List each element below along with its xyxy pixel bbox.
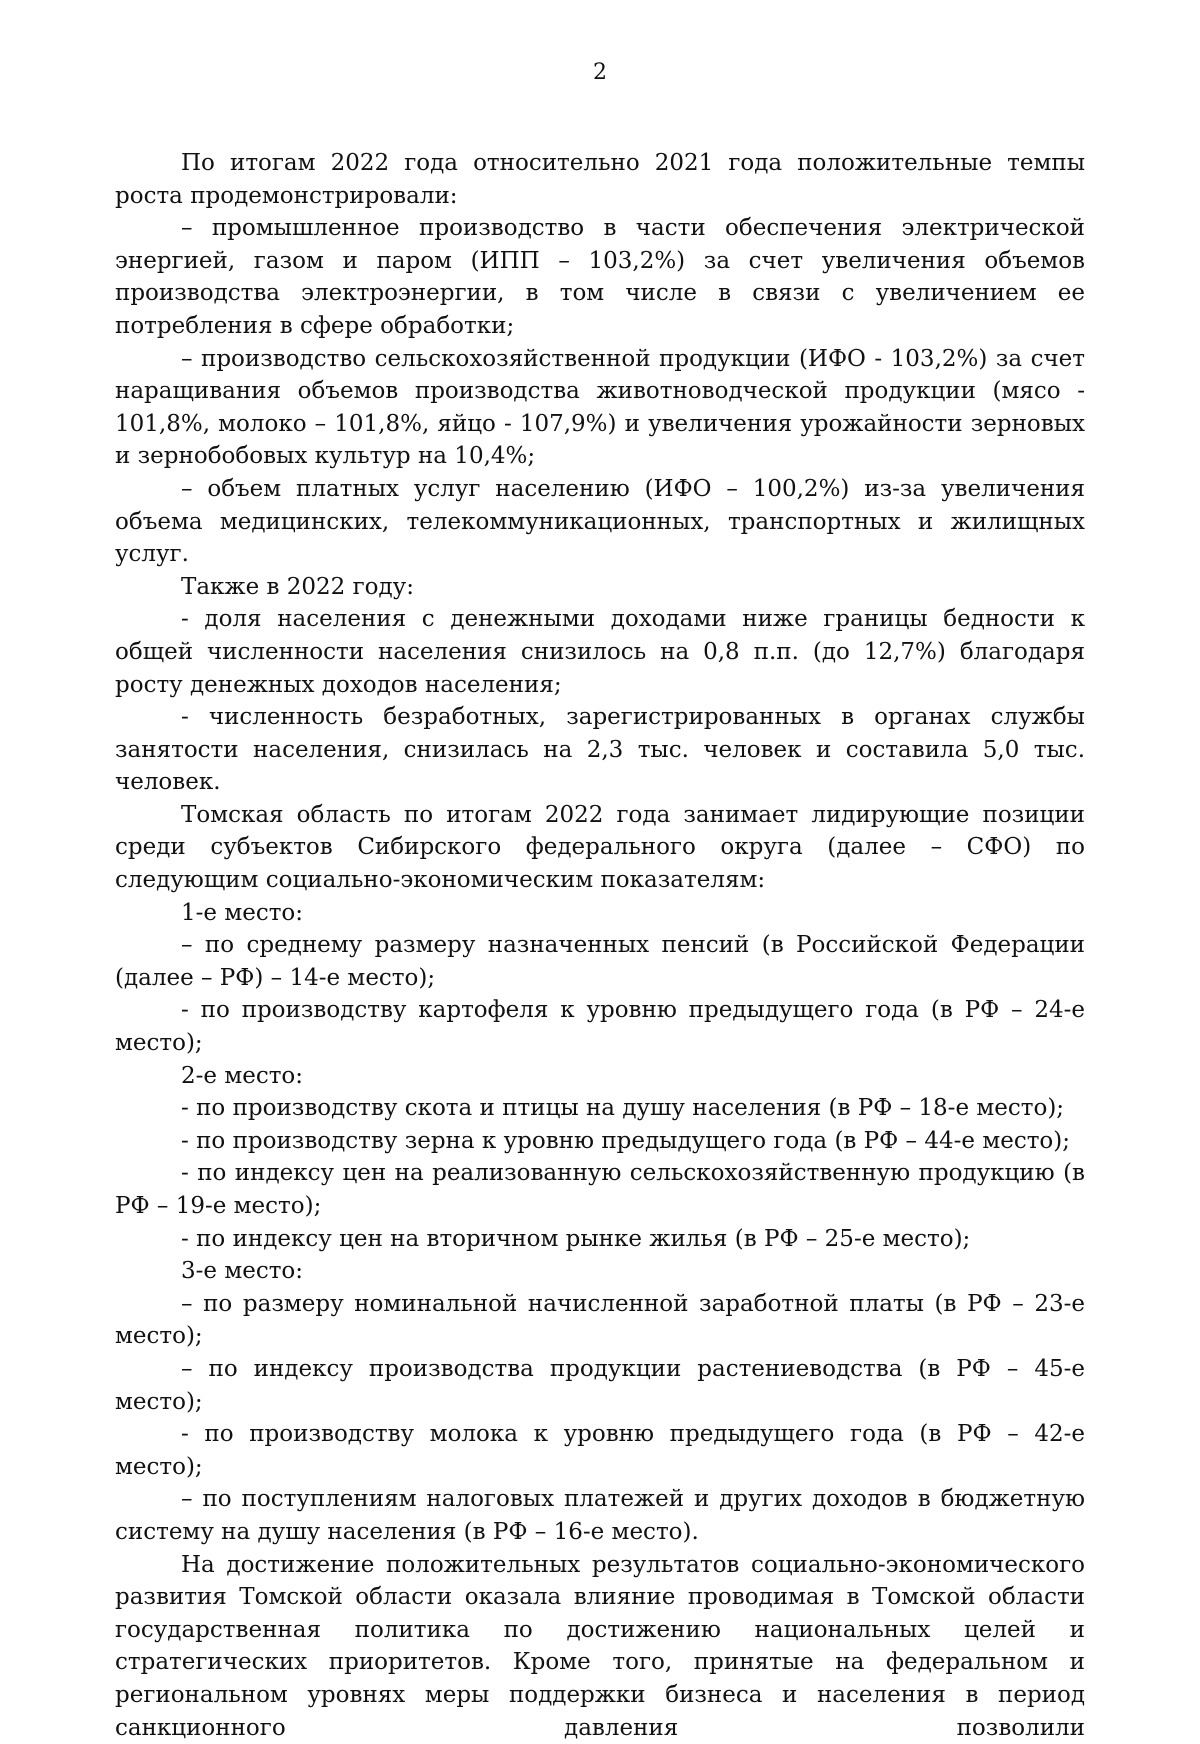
- paragraph-also-2022: Также в 2022 году:: [181, 573, 414, 600]
- document-body: [115, 147, 1085, 1744]
- paragraph-item-grain: - по производству зерна к уровню предыдущего года (в РФ – 44-е место);: [181, 1127, 1071, 1154]
- paragraph-item-potato: - по производству картофеля к уровню предыдущего года (в РФ – 24-е место);: [115, 997, 1085, 1057]
- paragraph-policy-impact: На достижение положительных результатов социально-экономического развития Томской области оказала влияние проводимая в Томской области государственная политика по достижению национальных целей и стратегических приоритетов. Кроме того, принятые на федеральном и региональном уровнях меры поддержки бизнеса и населения в период санкционного давления позволили: [115, 1551, 1085, 1741]
- paragraph-place-1-heading: 1-е место:: [181, 899, 304, 926]
- paragraph-item-tax-revenue: – по поступлениям налоговых платежей и других доходов в бюджетную систему на душу населения (в РФ – 16-е место).: [115, 1486, 1085, 1545]
- page-number: 2: [593, 60, 607, 85]
- paragraph-item-pensions: – по среднему размеру назначенных пенсий (в Российской Федерации (далее – РФ) – 14-е место);: [115, 932, 1085, 991]
- paragraph-item-wages: – по размеру номинальной начисленной заработной платы (в РФ – 23-е место);: [115, 1290, 1085, 1350]
- paragraph-item-agri-prices: - по индексу цен на реализованную сельскохозяйственную продукцию (в РФ – 19-е место);: [115, 1160, 1085, 1219]
- paragraph-place-2-heading: 2-е место:: [181, 1062, 304, 1089]
- paragraph-intro: По итогам 2022 года относительно 2021 года положительные темпы роста продемонстрировали:: [115, 150, 1085, 209]
- paragraph-place-3-heading: 3-е место:: [181, 1258, 304, 1285]
- paragraph-item-crop-production: – по индексу производства продукции растениеводства (в РФ – 45-е место);: [115, 1355, 1085, 1415]
- paragraph-item-milk: - по производству молока к уровню предыдущего года (в РФ – 42-е место);: [115, 1421, 1085, 1480]
- paragraph-item-unemployment: - численность безработных, зарегистрированных в органах службы занятости населения, снизилась на 2,3 тыс. человек и составила 5,0 тыс. человек.: [115, 704, 1085, 796]
- paragraph-item-services: – объем платных услуг населению (ИФО – 100,2%) из-за увеличения объема медицинских, телекоммуникационных, транспортных и жилищных услуг.: [115, 475, 1085, 568]
- paragraph-item-agriculture: – производство сельскохозяйственной продукции (ИФО - 103,2%) за счет наращивания объемов производства животноводческой продукции (мясо - 101,8%, молоко – 101,8%, яйцо - 107,9%) и увеличения урожайности зерновых и зернобобовых культур на 10,4%;: [115, 345, 1085, 470]
- paragraph-item-poverty: - доля населения с денежными доходами ниже границы бедности к общей численности населения снизилось на 0,8 п.п. (до 12,7%) благодаря росту денежных доходов населения;: [115, 606, 1085, 698]
- paragraph-item-livestock: - по производству скота и птицы на душу населения (в РФ – 18-е место);: [181, 1095, 1065, 1122]
- paragraph-item-industry: – промышленное производство в части обеспечения электрической энергией, газом и паром (ИПП – 103,2%) за счет увеличения объемов производства электроэнергии, в том числе в связи с увеличением ее потребления в сфере обработки;: [115, 215, 1085, 339]
- paragraph-item-housing-prices: - по индексу цен на вторичном рынке жилья (в РФ – 25-е место);: [181, 1225, 971, 1252]
- paragraph-sfo-leadership: Томская область по итогам 2022 года занимает лидирующие позиции среди субъектов Сибирского федерального округа (далее – СФО) по следующим социально-экономическим показателям:: [115, 801, 1085, 894]
